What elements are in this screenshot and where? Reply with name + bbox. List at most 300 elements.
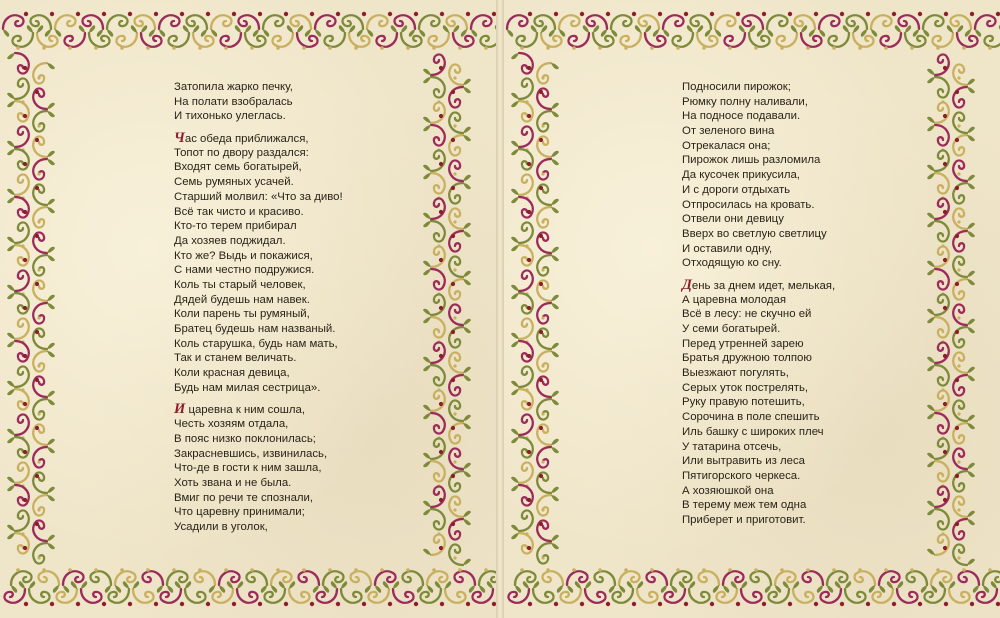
ornament-berry — [440, 602, 444, 606]
drop-cap: Ч — [174, 130, 185, 147]
ornament-berry — [955, 522, 959, 526]
ornament-berry — [451, 330, 455, 334]
ornament-berry — [439, 66, 443, 70]
ornament-swirl — [750, 571, 771, 593]
ornament-swirl — [449, 64, 471, 85]
ornament-swirl — [449, 352, 471, 373]
ornament-berry — [527, 546, 531, 550]
ornament-swirl — [953, 64, 975, 85]
ornament-swirl — [7, 53, 29, 74]
verse-line — [682, 256, 835, 271]
verse-line — [682, 440, 835, 455]
ornament-berry — [527, 306, 531, 310]
ornament-berry — [541, 508, 544, 511]
ornament-berry — [520, 568, 524, 572]
ornament-swirl — [423, 294, 445, 315]
ornament-swirl — [419, 15, 440, 37]
ornament-berry — [76, 602, 80, 606]
verse-line-text: Вверх во светлую светлицу — [682, 227, 827, 240]
ornament-berry — [546, 568, 550, 572]
ornament-berry — [955, 282, 959, 286]
ornament-swirl — [507, 15, 528, 37]
ornament-berry — [866, 12, 870, 16]
ornament-berry — [541, 556, 544, 559]
ornament-swirl — [7, 318, 29, 339]
ornament-swirl — [776, 25, 797, 47]
ornament-swirl — [897, 581, 918, 603]
verse-line-text: Что царевну принимали; — [174, 506, 305, 519]
verse-line-text: Коль старушка, будь нам мать, — [174, 337, 338, 350]
ornament-berry — [910, 568, 914, 572]
ornament-berry — [892, 602, 896, 606]
verse-line — [174, 205, 343, 220]
verse-line — [682, 513, 835, 528]
ornament-berry — [439, 450, 443, 454]
ornament-swirl — [7, 197, 29, 218]
ornament-swirl — [449, 112, 471, 133]
ornament-berry — [388, 602, 392, 606]
left-verse — [174, 80, 343, 535]
verse-line-text: Дядей будешь нам навек. — [174, 293, 310, 306]
ornament-berry — [406, 568, 410, 572]
ornament-swirl — [7, 126, 29, 147]
ornament-berry — [944, 12, 948, 16]
ornament-berry — [943, 402, 947, 406]
ornament-swirl — [423, 413, 445, 434]
ornament-swirl — [927, 509, 949, 530]
ornament-berry — [520, 46, 524, 50]
ornament-berry — [284, 602, 288, 606]
ornament-swirl — [953, 544, 975, 565]
verse-line — [682, 153, 835, 168]
ornament-berry — [539, 426, 543, 430]
ornament-swirl — [33, 111, 55, 132]
ornament-swirl — [33, 447, 55, 468]
ornament-berry — [957, 76, 960, 79]
ornament-swirl — [7, 341, 29, 362]
ornament-swirl — [953, 304, 975, 325]
ornament-berry — [453, 124, 456, 127]
ornament-berry — [466, 12, 470, 16]
verse-line-text: Так и станем величать. — [174, 352, 297, 365]
verse-line — [174, 278, 343, 293]
verse-line — [682, 242, 835, 257]
ornament-berry — [24, 12, 28, 16]
ornament-swirl — [984, 25, 1000, 47]
ornament-berry — [439, 162, 443, 166]
ornament-berry — [414, 12, 418, 16]
ornament-berry — [728, 46, 732, 50]
ornament-swirl — [953, 208, 975, 229]
ornament-swirl — [7, 101, 29, 122]
ornament-swirl — [975, 15, 996, 37]
ornament-swirl — [423, 102, 445, 123]
ornament-swirl — [423, 486, 445, 507]
ornament-swirl — [537, 63, 559, 84]
ornament-berry — [832, 568, 836, 572]
ornament-berry — [955, 234, 959, 238]
verse-line — [682, 307, 835, 322]
ornament-berry — [943, 162, 947, 166]
ornament-swirl — [927, 150, 949, 171]
ornament-swirl — [194, 571, 215, 593]
ornament-swirl — [449, 256, 471, 277]
ornament-swirl — [880, 25, 901, 47]
ornament-berry — [539, 522, 543, 526]
ornament-swirl — [932, 25, 953, 47]
ornament-swirl — [393, 581, 414, 603]
ornament-swirl — [7, 485, 29, 506]
ornament-berry — [128, 602, 132, 606]
ornament-swirl — [953, 256, 975, 277]
ornament-berry — [250, 568, 254, 572]
ornament-berry — [541, 460, 544, 463]
ornament-swirl — [423, 54, 445, 75]
ornament-berry — [362, 602, 366, 606]
ornament-berry — [276, 568, 280, 572]
verse-line — [682, 109, 835, 124]
ornament-berry — [943, 306, 947, 310]
ornament-berry — [788, 602, 792, 606]
ornament-berry — [788, 12, 792, 16]
verse-line — [174, 293, 343, 308]
ornament-berry — [23, 258, 27, 262]
ornament-berry — [944, 602, 948, 606]
verse-line-text: У татарина отсечь, — [682, 440, 782, 453]
book-gutter — [496, 0, 504, 618]
ornament-swirl — [537, 207, 559, 228]
left-page — [0, 0, 496, 618]
ornament-swirl — [927, 77, 949, 98]
verse-line-text: Пирожок лишь разломила — [682, 154, 821, 167]
ornament-berry — [35, 522, 39, 526]
ornament-berry — [539, 474, 543, 478]
ornament-berry — [527, 258, 531, 262]
ornament-berry — [527, 354, 531, 358]
ornament-berry — [232, 12, 236, 16]
ornament-berry — [388, 12, 392, 16]
verse-line-text: Руку правую потешить, — [682, 396, 805, 409]
verse-line-text: Кто же? Выдь и покажися, — [174, 249, 313, 262]
ornament-swirl — [33, 159, 55, 180]
ornament-berry — [541, 220, 544, 223]
ornament-berry — [527, 402, 531, 406]
verse-line-text: Отрекалася она; — [682, 139, 771, 152]
ornament-swirl — [511, 366, 533, 387]
ornament-swirl — [298, 571, 319, 593]
ornament-berry — [955, 186, 959, 190]
ornament-berry — [37, 412, 40, 415]
ornament-swirl — [159, 15, 180, 37]
ornament-berry — [35, 90, 39, 94]
verse-line-text: Выезжают погулять, — [682, 367, 789, 380]
ornament-berry — [451, 474, 455, 478]
ornament-berry — [432, 568, 436, 572]
ornament-berry — [102, 12, 106, 16]
ornament-berry — [943, 210, 947, 214]
verse-line-text: Отходящую ко сну. — [682, 257, 782, 270]
ornament-swirl — [7, 533, 29, 554]
verse-line-text: Иль башку с широких плеч — [682, 425, 824, 438]
ornament-berry — [439, 402, 443, 406]
ornament-swirl — [38, 571, 59, 593]
ornament-swirl — [927, 246, 949, 267]
verse-line-text: Усадили в уголок, — [174, 520, 268, 533]
verse-line — [682, 227, 835, 242]
ornament-berry — [918, 602, 922, 606]
ornament-berry — [451, 522, 455, 526]
ornament-swirl — [3, 15, 24, 37]
ornament-swirl — [672, 25, 693, 47]
ornament-berry — [736, 602, 740, 606]
ornament-berry — [962, 568, 966, 572]
ornament-swirl — [246, 571, 267, 593]
verse-line-text: И тихонько улеглась. — [174, 110, 286, 123]
ornament-berry — [624, 568, 628, 572]
ornament-berry — [24, 602, 28, 606]
verse-line-text: Рюмку полну наливали, — [682, 95, 808, 108]
ornament-swirl — [949, 581, 970, 603]
ornament-berry — [37, 124, 40, 127]
ornament-swirl — [423, 317, 445, 338]
ornament-berry — [206, 602, 210, 606]
verse-line — [682, 469, 835, 484]
ornament-berry — [988, 568, 992, 572]
ornament-berry — [541, 412, 544, 415]
verse-line — [682, 198, 835, 213]
ornament-swirl — [537, 351, 559, 372]
ornament-swirl — [423, 150, 445, 171]
ornament-berry — [884, 568, 888, 572]
verse-line-text: В терему меж тем одна — [682, 499, 807, 512]
ornament-berry — [94, 46, 98, 50]
verse-line — [682, 212, 835, 227]
ornament-berry — [23, 114, 27, 118]
ornament-berry — [154, 12, 158, 16]
ornament-berry — [406, 46, 410, 50]
ornament-berry — [650, 568, 654, 572]
verse-line-text: Затопила жарко печку, — [174, 81, 293, 93]
ornament-swirl — [511, 414, 533, 435]
ornament-swirl — [423, 342, 445, 363]
ornament-berry — [172, 46, 176, 50]
ornament-berry — [606, 602, 610, 606]
verse-line-text: Закрасневшись, извинилась, — [174, 447, 328, 460]
ornament-berry — [35, 282, 39, 286]
ornament-berry — [451, 234, 455, 238]
ornament-berry — [527, 498, 531, 502]
ornament-swirl — [324, 25, 345, 47]
ornament-swirl — [511, 437, 533, 458]
verse-line — [174, 432, 343, 447]
verse-line — [174, 461, 343, 476]
ornament-berry — [943, 450, 947, 454]
verse-line — [174, 402, 343, 417]
ornament-swirl — [511, 222, 533, 243]
drop-cap: И — [174, 401, 186, 418]
verse-line — [174, 351, 343, 366]
ornament-swirl — [927, 125, 949, 146]
ornament-berry — [37, 460, 40, 463]
ornament-swirl — [802, 571, 823, 593]
ornament-swirl — [33, 255, 55, 276]
verse-line — [682, 80, 835, 95]
ornament-berry — [957, 508, 960, 511]
ornament-berry — [35, 138, 39, 142]
ornament-berry — [702, 568, 706, 572]
ornament-berry — [840, 602, 844, 606]
ornament-berry — [957, 556, 960, 559]
ornament-berry — [310, 12, 314, 16]
ornament-berry — [955, 330, 959, 334]
ornament-berry — [23, 546, 27, 550]
ornament-swirl — [953, 448, 975, 469]
ornament-swirl — [511, 126, 533, 147]
ornament-swirl — [511, 270, 533, 291]
ornament-berry — [42, 568, 46, 572]
ornament-berry — [539, 282, 543, 286]
ornament-berry — [232, 602, 236, 606]
ornament-berry — [453, 268, 456, 271]
ornament-swirl — [927, 198, 949, 219]
verse-line — [174, 160, 343, 175]
ornament-berry — [35, 330, 39, 334]
verse-line-text: Братья дружною толпою — [682, 352, 812, 365]
ornament-berry — [302, 568, 306, 572]
ornament-swirl — [7, 78, 29, 99]
ornament-berry — [539, 138, 543, 142]
ornament-berry — [955, 426, 959, 430]
ornament-berry — [780, 568, 784, 572]
ornament-berry — [702, 46, 706, 50]
verse-line-text: Входят семь богатырей, — [174, 161, 302, 174]
ornament-berry — [50, 12, 54, 16]
ornament-berry — [539, 90, 543, 94]
ornament-swirl — [537, 399, 559, 420]
ornament-berry — [780, 46, 784, 50]
ornament-berry — [354, 46, 358, 50]
ornament-berry — [554, 602, 558, 606]
ornament-swirl — [927, 317, 949, 338]
ornament-berry — [957, 220, 960, 223]
ornament-berry — [484, 568, 488, 572]
verse-line — [174, 366, 343, 381]
ornament-berry — [439, 354, 443, 358]
ornament-swirl — [953, 352, 975, 373]
ornament-berry — [128, 12, 132, 16]
ornament-swirl — [953, 400, 975, 421]
verse-line-text: А царевна молодая — [682, 293, 787, 306]
ornament-berry — [198, 568, 202, 572]
verse-line — [682, 381, 835, 396]
ornament-berry — [35, 426, 39, 430]
ornament-swirl — [927, 342, 949, 363]
ornament-berry — [858, 568, 862, 572]
verse-line — [682, 366, 835, 381]
ornament-swirl — [7, 510, 29, 531]
ornament-swirl — [923, 15, 944, 37]
verse-line-text: Будь нам милая сестрица». — [174, 381, 321, 394]
ornament-berry — [528, 12, 532, 16]
ornament-swirl — [689, 581, 710, 603]
ornament-berry — [380, 46, 384, 50]
ornament-berry — [632, 12, 636, 16]
verse-line-text: На подносе подавали. — [682, 110, 801, 123]
verse-line-text: ень за днем идет, мелькая, — [691, 279, 836, 292]
ornament-berry — [35, 234, 39, 238]
ornament-swirl — [927, 534, 949, 555]
ornament-berry — [154, 602, 158, 606]
verse-line — [174, 337, 343, 352]
ornament-berry — [276, 46, 280, 50]
verse-line — [682, 278, 835, 293]
ornament-berry — [451, 90, 455, 94]
ornament-berry — [458, 46, 462, 50]
ornament-berry — [23, 210, 27, 214]
ornament-berry — [762, 12, 766, 16]
ornament-swirl — [7, 245, 29, 266]
verse-line-text: Подносили пирожок; — [682, 81, 791, 93]
ornament-swirl — [12, 25, 33, 47]
ornament-swirl — [185, 581, 206, 603]
ornament-berry — [814, 12, 818, 16]
ornament-berry — [580, 12, 584, 16]
ornament-berry — [120, 46, 124, 50]
ornament-swirl — [237, 581, 258, 603]
ornament-berry — [23, 402, 27, 406]
ornament-swirl — [423, 365, 445, 386]
verse-line-text: Сорочина в поле спешить — [682, 411, 820, 424]
ornament-swirl — [7, 222, 29, 243]
ornament-berry — [988, 46, 992, 50]
ornament-swirl — [33, 351, 55, 372]
verse-line — [682, 95, 835, 110]
ornament-berry — [539, 330, 543, 334]
ornament-berry — [955, 90, 959, 94]
ornament-swirl — [511, 485, 533, 506]
ornament-swirl — [927, 294, 949, 315]
verse-line — [174, 447, 343, 462]
ornament-berry — [832, 46, 836, 50]
ornament-berry — [35, 378, 39, 382]
ornament-berry — [23, 450, 27, 454]
verse-line — [682, 337, 835, 352]
ornament-berry — [37, 364, 40, 367]
verse-line-text: царевна к ним сошла, — [185, 404, 306, 417]
ornament-berry — [957, 364, 960, 367]
ornament-berry — [996, 602, 1000, 606]
ornament-swirl — [33, 63, 55, 84]
verse-line — [174, 491, 343, 506]
right-page — [504, 0, 1000, 618]
ornament-swirl — [90, 571, 111, 593]
verse-line — [682, 395, 835, 410]
ornament-berry — [528, 602, 532, 606]
ornament-berry — [37, 172, 40, 175]
ornament-berry — [527, 66, 531, 70]
ornament-swirl — [594, 571, 615, 593]
ornament-swirl — [854, 571, 875, 593]
ornament-swirl — [376, 25, 397, 47]
verse-line-text: И с дороги отдыхать — [682, 183, 791, 196]
ornament-swirl — [559, 15, 580, 37]
ornament-swirl — [537, 111, 559, 132]
ornament-swirl — [33, 399, 55, 420]
ornament-swirl — [445, 581, 466, 603]
drop-cap: Д — [682, 276, 692, 293]
ornament-berry — [957, 460, 960, 463]
verse-line — [682, 322, 835, 337]
